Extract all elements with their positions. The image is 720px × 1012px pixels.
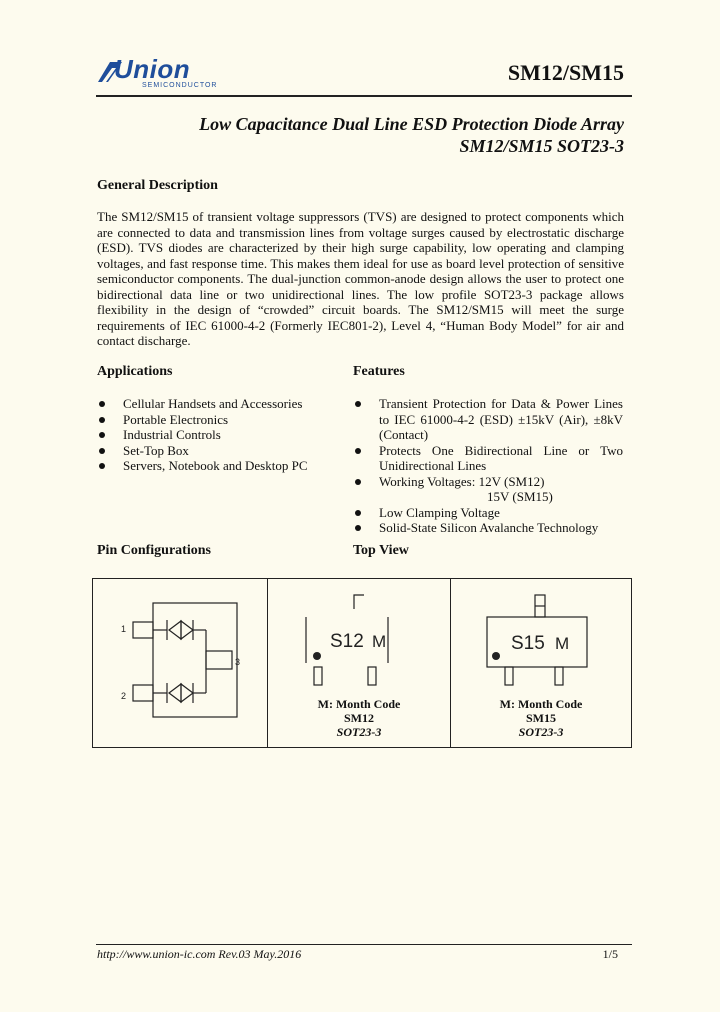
footer-website-revision: http://www.union-ic.com Rev.03 May.2016 bbox=[97, 947, 302, 961]
page-number: 1/5 bbox=[602, 947, 618, 961]
general-description-body: The SM12/SM15 of transient voltage suppressors (TVS) are designed to protect components which are connected to data and transmission lines from voltage surges caused by electrostatic discharge (ESD). TVS diodes are characterized by their high surge capability, low operating and clamping voltages, and fast response time. This makes them ideal for use as board level protection of sensitive semiconductor components. The dual-junction common-anode design allows the user to protect one bidirectional data line or two unidirectional lines. The low profile SOT23-3 package allows flexibility in the design of “crowded” circuit boards. The SM12/SM15 will meet the surge requirements of IEC 61000-4-2 (Formerly IEC801-2), Level 4, “Human Body Model” for air and contact discharge. bbox=[97, 209, 624, 348]
applications-list bbox=[97, 396, 337, 474]
list-item: Low Clamping Voltage bbox=[353, 505, 623, 521]
list-item: Solid-State Silicon Avalanche Technology bbox=[353, 520, 623, 536]
list-item: Servers, Notebook and Desktop PC bbox=[97, 458, 337, 474]
features-heading: Features bbox=[353, 364, 405, 379]
page-title bbox=[199, 113, 624, 157]
sm12-month-symbol: M bbox=[372, 632, 387, 651]
working-voltage-sm15: 15V (SM15) bbox=[487, 489, 553, 504]
sm12-caption-part: SM12 bbox=[344, 711, 374, 725]
list-item: Portable Electronics bbox=[97, 412, 337, 428]
header-rule bbox=[96, 95, 632, 97]
sm12-caption bbox=[268, 697, 450, 739]
sm12-package-icon bbox=[268, 579, 450, 699]
pin-configuration-figure bbox=[92, 578, 632, 748]
footer-rule bbox=[96, 944, 632, 945]
list-item: Set-Top Box bbox=[97, 443, 337, 459]
logo-subtext: SEMICONDUCTOR bbox=[142, 82, 218, 89]
working-voltage-sm12: Working Voltages: 12V (SM12) bbox=[379, 473, 545, 489]
company-logo bbox=[96, 56, 236, 90]
list-item: Transient Protection for Data & Power Lines to IEC 61000-4-2 (ESD) ±15kV (Air), ±8kV (Contact) bbox=[353, 396, 623, 443]
sm12-caption-package: SOT23-3 bbox=[336, 725, 382, 739]
sm15-package-icon bbox=[451, 579, 631, 699]
sm12-caption-month: M: Month Code bbox=[317, 697, 401, 711]
general-description-heading: General Description bbox=[97, 178, 218, 193]
document-title: SM12/SM15 bbox=[507, 60, 624, 85]
list-item: Industrial Controls bbox=[97, 427, 337, 443]
diode-schematic-icon bbox=[93, 579, 267, 747]
page-title-line1: Low Capacitance Dual Line ESD Protection Diode Array bbox=[199, 114, 624, 134]
sm15-top-view-panel bbox=[451, 579, 631, 747]
sm12-marking: S12 bbox=[330, 631, 364, 652]
sm15-month-symbol: M bbox=[555, 634, 570, 653]
features-list bbox=[353, 396, 623, 536]
sm15-marking: S15 bbox=[511, 633, 545, 654]
sm12-top-view-panel bbox=[268, 579, 451, 747]
top-view-heading: Top View bbox=[353, 543, 409, 558]
applications-heading: Applications bbox=[97, 364, 173, 379]
schematic-panel bbox=[93, 579, 268, 747]
pin2-label: 2 bbox=[121, 691, 127, 701]
list-item bbox=[353, 474, 623, 505]
pin-configurations-heading: Pin Configurations bbox=[97, 543, 211, 558]
list-item: Cellular Handsets and Accessories bbox=[97, 396, 337, 412]
sm15-caption-part: SM15 bbox=[526, 711, 556, 725]
pin1-label: 1 bbox=[121, 624, 127, 634]
sm15-caption-package: SOT23-3 bbox=[518, 725, 564, 739]
logo-text: Union bbox=[114, 54, 191, 84]
pin3-label: 3 bbox=[235, 657, 241, 667]
page-title-line2: SM12/SM15 SOT23-3 bbox=[459, 136, 624, 156]
list-item: Protects One Bidirectional Line or Two Unidirectional Lines bbox=[353, 443, 623, 474]
sm15-caption bbox=[451, 697, 631, 739]
sm15-caption-month: M: Month Code bbox=[499, 697, 583, 711]
